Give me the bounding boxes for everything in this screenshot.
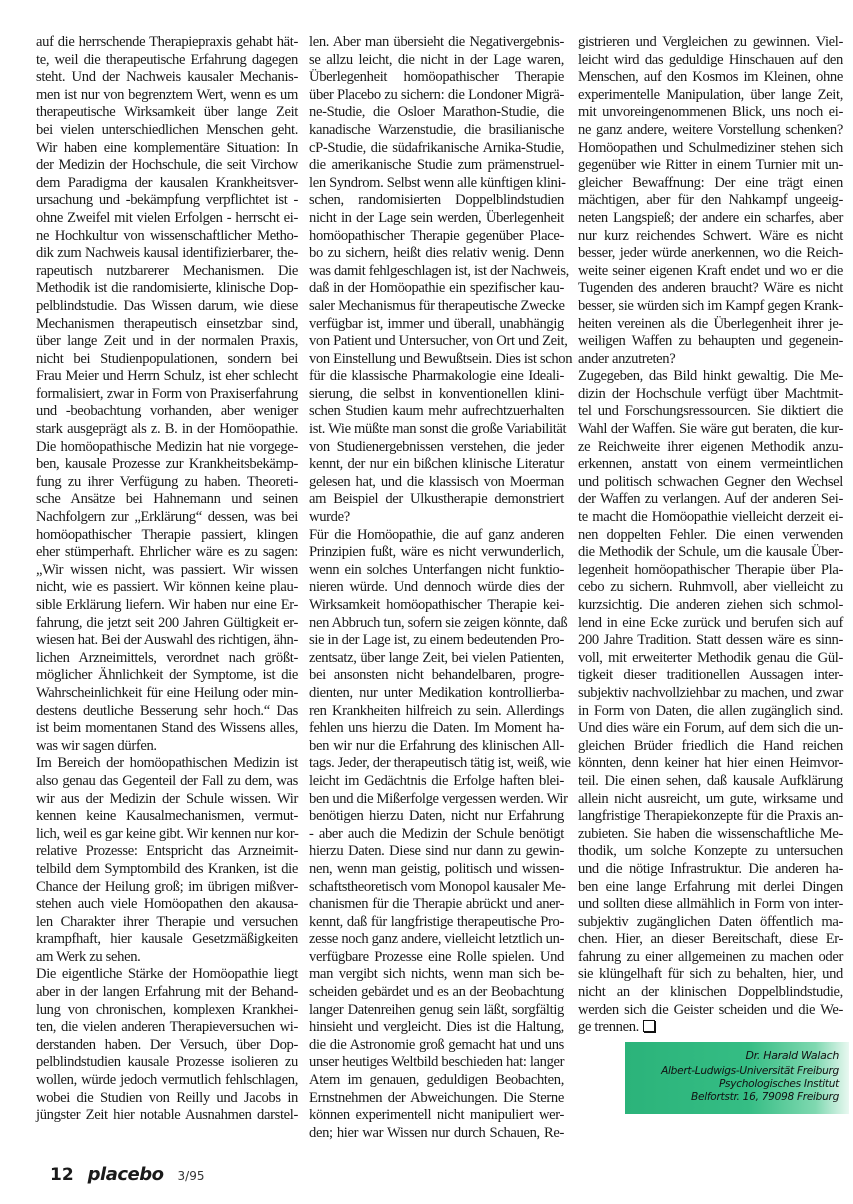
author-name: Dr. Harald Walach <box>745 1049 839 1062</box>
text-line: ohne Zweifel mit vielen Erfolgen - herrscht ei- <box>36 209 298 226</box>
text-line: kennen keine Kausalmechanismen, vermut- <box>36 808 298 825</box>
text-line: von Einstellung und Bewußtsein. Dies ist schon <box>309 350 573 367</box>
text-line: sie klüngelhaft für sich zu behalten, hier, und <box>578 966 843 983</box>
text-line: wenn ein solches Unterfangen nicht funktio- <box>309 561 564 578</box>
text-line: subjektiv nachvollziehbar zu machen, und zwar <box>578 684 843 701</box>
text-line: also genau das Gegenteil der Fall zu dem, was <box>36 772 298 789</box>
text-line: Überlegenheit homöopathischer Therapie <box>309 69 564 86</box>
page-footer <box>50 1164 204 1185</box>
text-line: „Wir wissen nicht, was passiert. Wir wissen <box>36 561 298 578</box>
text-line: möglicher Ähnlichkeit der Symptome, ist die <box>36 667 298 684</box>
text-line: te macht die Homöopathie vielleicht derzeit ei- <box>578 509 843 526</box>
text-line: pelblindstudien kausale Prozesse isolieren zu <box>36 1054 298 1071</box>
text-line: erkennen, anstatt von einem vermeintlichen <box>578 456 843 473</box>
text-line: nieren würde. Und dennoch würde dies der <box>309 579 564 596</box>
text-line: chen. Hier, an dieser Bereitschaft, diese Er- <box>578 931 843 948</box>
text-line: destens deutliche Besserung sehr hoch.“ Das <box>36 702 298 719</box>
text-line: telbild dem Symptombild des Kranken, ist die <box>36 860 298 877</box>
text-line: teil. Die einen sehen, daß kausale Aufklärung <box>578 772 843 789</box>
text-line: ne ganz andere, weitere Vorstellung schenken? <box>578 121 843 138</box>
text-line: tags. Jeder, der therapeutisch tätig ist, weiß, wie <box>309 755 571 772</box>
text-line: die die Astronomie groß gemacht hat und uns <box>309 1036 564 1053</box>
text-line: am Werk zu sehen. <box>36 948 141 965</box>
text-line: scheiden gebärdet und es an der Beobachtung <box>309 984 564 1001</box>
text-line: wir aus der Medizin der Schule wissen. Wir <box>36 790 298 807</box>
text-line: bei ansonsten nicht behandelbaren, progre- <box>309 667 564 684</box>
text-line: ist. Wie müßte man sonst die große Variabilität <box>309 421 567 438</box>
text-line: kennt, daß für langfristige therapeutische Pro- <box>309 913 564 930</box>
article-column-1 <box>36 34 298 1125</box>
text-line: Und dies wäre ein Forum, auf dem sich die un- <box>578 720 843 737</box>
text-line: sche Ansätze bei Hahnemann und seinen <box>36 491 298 508</box>
text-line: cebo zu sichern. Ruhmvoll, aber vielleicht zu <box>578 579 843 596</box>
text-line: kanadische Warzenstudie, die brasilianische <box>309 121 564 138</box>
author-university: Albert-Ludwigs-Universität Freiburg <box>661 1065 839 1077</box>
issue-number: 3/95 <box>177 1169 205 1183</box>
text-line: auf die herrschende Therapiepraxis gehabt hät- <box>36 34 298 50</box>
text-line: ist beim momentanen Stand des Wissens alles, <box>36 720 298 737</box>
text-line: subjektiv zugänglichen Daten öffentlich ma- <box>578 913 843 930</box>
magazine-logo: placebo <box>87 1164 164 1185</box>
text-line: te, weil die therapeutische Erfahrung dagegen <box>36 51 298 68</box>
text-line: weiligen Waffen zu behaupten und gegenein- <box>578 333 843 350</box>
text-line: langer Datenreihen genug sein läßt, sorgfältig <box>309 1001 564 1018</box>
text-line: Homöopathen und Schulmediziner stehen sich <box>578 139 843 156</box>
text-line: besser, jeder würde anerkennen, wo die Reich- <box>578 245 843 262</box>
text-line: neten Langspieß; der andere ein scharfes, aber <box>578 209 843 226</box>
text-line: Die homöopathische Medizin hat nie vorgege- <box>36 438 298 455</box>
text-line: Tugenden des anderen braucht? Wäre es nicht <box>578 280 843 297</box>
text-line: am Beispiel der Ulkustherapie demonstriert <box>309 491 564 508</box>
text-line: lung von chronischen, komplexen Krankhei- <box>36 1001 298 1018</box>
text-line: von Studienergebnissen verstehen, die jeder <box>309 438 564 455</box>
text-line: für die klassische Pharmakologie eine Ideali- <box>309 368 564 385</box>
text-line: chanismen für die Therapie abrückt und aner- <box>309 896 564 913</box>
article-column-2 <box>309 34 573 1142</box>
text-line: relative Prozesse: Entspricht das Arzneimit- <box>36 843 298 860</box>
text-line: men ist nur von begrenztem Wert, wenn es um <box>36 86 298 103</box>
text-line: in Form von Daten, die allen zugänglich sind. <box>578 702 843 719</box>
text-line: Wahl der Waffen. Sie wäre gut beraten, die kur- <box>578 421 843 438</box>
text-line: langfristige Therapiekonzepte für die Praxis an- <box>578 808 843 825</box>
text-line: fehlen uns hierzu die Daten. Im Moment ha- <box>309 720 564 737</box>
text-line: mit unvoreingenommenen Blick, uns noch ei- <box>578 104 843 121</box>
text-line: von Patient und Untersucher, von Ort und Zeit, <box>309 333 568 350</box>
text-line: saler Mechanismus für therapeutische Zwecke <box>309 297 565 314</box>
text-line: pelblindstudie. Das Wissen darum, wie diese <box>36 297 298 314</box>
text-line: ben eine lange Erfahrung mit derlei Dingen <box>578 878 843 895</box>
text-line: sible Erklärung liefern. Wir haben nur eine Er- <box>36 597 298 613</box>
text-line: cP-Studie, die südafrikanische Arnika-Studie, <box>309 139 564 156</box>
text-line: sierung, die selbst in konventionellen klini- <box>309 385 564 402</box>
text-line: ben wir nur die Erfahrung des klinischen All- <box>309 737 564 754</box>
text-line: zentsatz, über lange Zeit, bei vielen Patienten, <box>309 649 564 666</box>
text-line: und -beobachtung vorhanden, aber weniger <box>36 403 298 420</box>
text-line: nur kurz reichendes Schwert. Wäre es nicht <box>578 227 843 244</box>
text-line: Frau Meier und Herrn Schulz, ist eher schlecht <box>36 368 298 385</box>
text-line: daß in der Homöopathie ein spezifischer kau- <box>309 280 564 297</box>
text-line: verfügbare Prozesse eine Rolle spielen. Und <box>309 948 564 965</box>
text-line: jüngster Zeit hier notable Ausnahmen darstel- <box>36 1107 298 1124</box>
text-line: schen Studien kaum mehr aufrechtzuerhalten <box>309 403 564 420</box>
text-line: wiesen hat. Bei der Auswahl des richtigen, ähn- <box>36 632 298 649</box>
text-line: leicht im Gedächtnis die Erfolge haften blei- <box>309 772 564 789</box>
text-line: ne-Studie, die Osloer Marathon-Studie, die <box>309 104 564 121</box>
text-line: besser, sie würden sich im Kampf gegen Krank- <box>578 297 843 314</box>
text-line: dizin der Hochschule verfügt über Machtmit- <box>578 385 843 402</box>
text-line: Die eigentliche Stärke der Homöopathie liegt <box>36 966 298 983</box>
text-line: formalisiert, zwar in Form von Praxiserfahrung <box>36 385 298 402</box>
text-line: können experimentell nicht manipuliert wer- <box>309 1107 564 1124</box>
text-line: gegenüber wie Ritter in einem Turnier mit un- <box>578 157 843 174</box>
text-line: ge trennen. <box>578 1019 843 1037</box>
text-line: heiten vereinen als die Überlegenheit ihrer je- <box>578 315 843 332</box>
text-line: nicht, wie es passiert. Wir können keine plau- <box>36 579 298 596</box>
text-line: legenheit homöopathischer Therapie über Pla- <box>578 561 843 578</box>
text-line: dem Paradigma der kausalen Krankheitsver- <box>36 174 298 191</box>
text-line: zesse noch ganz andere, vielleicht letztlich un- <box>309 931 565 948</box>
text-line: Methodik ist die randomisierte, klinische Dop- <box>36 280 298 297</box>
text-line: se allzu leicht, die nicht in der Lage waren, <box>309 51 564 68</box>
text-line: und die nötige Infrastruktur. Die anderen ha- <box>578 860 843 877</box>
text-line: ten, die vielen anderen Therapieversuchen wi- <box>36 1019 298 1036</box>
text-line: man vergibt sich nichts, wenn man sich be- <box>309 966 564 983</box>
text-line: fung zu ihrer Verfügung zu haben. Theoreti- <box>36 473 298 490</box>
text-line: therapeutische Wirksamkeit über lange Zeit <box>36 104 298 121</box>
text-line: mächtigen, aber für den Nahkampf ungeeig- <box>578 192 843 209</box>
text-line: ben, kausale Prozesse zur Krankheitsbekämp- <box>36 456 298 473</box>
text-line: ursachung und -bekämpfung verpflichtet ist - <box>36 192 298 209</box>
text-line: der Waffen zu verlangen. Auf der anderen Sei- <box>578 491 843 508</box>
page-number: 12 <box>50 1165 74 1185</box>
text-line: wollen, würde jedoch vermutlich fehlschlagen, <box>36 1072 298 1089</box>
text-line: werden sich die Geister scheiden und die We- <box>578 1001 843 1018</box>
text-line: steht. Und der Nachweis kausaler Mechanis- <box>36 69 298 86</box>
text-line: und sollten diese allmählich in Form von inter- <box>578 896 843 913</box>
text-line: wobei die Studien von Reilly und Jacobs in <box>36 1089 298 1106</box>
text-line: homöopathischer Therapie gegenüber Place- <box>309 227 564 244</box>
text-line: Prinzipien fußt, wäre es nicht verwunderlich, <box>309 544 564 561</box>
text-line: aber in der langen Erfahrung mit der Behand- <box>36 984 298 1001</box>
text-line: nen doppelten Fehler. Die einen verwenden <box>578 526 843 543</box>
text-line: stark ausgeprägt als z. B. in der Homöopathie. <box>36 421 298 438</box>
text-line: lend in eine Ecke zurück und berufen sich auf <box>578 614 843 631</box>
text-line: nen Abbruch tun, sofern sie zeigen könnte, daß <box>309 614 568 631</box>
text-line: benötigen hierzu Daten, nicht nur Erfahrung <box>309 808 564 825</box>
text-line: nicht an der klinischen Doppelblindstudie, <box>578 984 843 1001</box>
text-line: tel und Forschungsressourcen. Sie diktiert die <box>578 403 843 420</box>
text-line: stehen auch viele Homöopathen den akausa- <box>36 896 298 913</box>
text-line: weite seiner eigenen Kraft endet und wo er die <box>578 262 843 279</box>
text-line: len. Aber man übersieht die Negativergebnis- <box>309 34 564 50</box>
text-line: leicht wird das geduldige Hinschauen auf den <box>578 51 843 68</box>
text-line: Ernstnehmen der Abweichungen. Die Sterne <box>309 1089 564 1106</box>
text-line: tigkeit dieser traditionellen Aussagen inter- <box>578 667 843 684</box>
text-line: bei vielen unterschiedlichen Menschen geht. <box>36 121 298 138</box>
text-line: hinsieht und vergleicht. Dies ist die Haltung, <box>309 1019 564 1036</box>
text-line: 200 Jahre Tradition. Statt dessen wäre es sinn- <box>578 632 843 649</box>
text-line: Zugegeben, das Bild hinkt gewaltig. Die Me- <box>578 368 843 385</box>
text-line: sie in der Lage ist, zu einem bedeutenden Pro- <box>309 632 564 649</box>
author-info-box <box>625 1042 849 1114</box>
text-line: unser heutiges Weltbild beschieden hat: langer <box>309 1054 565 1071</box>
text-line: was wir sagen dürfen. <box>36 737 157 754</box>
text-line: den; hier war Wissen nur durch Schauen, Re- <box>309 1124 564 1141</box>
text-line: Im Bereich der homöopathischen Medizin ist <box>36 755 298 772</box>
text-line: der Medizin der Hochschule, die seit Virchow <box>36 157 298 174</box>
text-line: wurde? <box>309 509 350 526</box>
text-line: über lange Zeit und in der normalen Praxis, <box>36 333 298 350</box>
text-line: len Charakter ihrer Therapie und versuchen <box>36 913 298 930</box>
text-line: lichen Arzneimittels, verordnet nach größt- <box>36 649 298 666</box>
text-line: bo zu sichern, heißt dies relativ wenig. Denn <box>309 245 564 262</box>
text-line: - aber auch die Medizin der Schule benötigt <box>309 825 564 842</box>
text-line: derstanden haben. Der Versuch, über Dop- <box>36 1036 298 1053</box>
text-line: fahrung, die jetzt seit 200 Jahren Gültigkeit er- <box>36 614 298 631</box>
text-line: gistrieren und Vergleichen zu gewinnen. Viel- <box>578 34 843 50</box>
text-line: Für die Homöopathie, die auf ganz anderen <box>309 526 564 543</box>
text-line: lich, weil es gar keine gibt. Wir kennen nur kor- <box>36 825 299 842</box>
text-line: Wir haben eine komplementäre Situation: In <box>36 139 298 156</box>
text-line: und politisch schwachen Gegner den Wechsel <box>578 473 843 490</box>
text-line: die Methodik der Schule, um die kausale Über- <box>578 544 843 561</box>
text-line: Atem im genauen, geduldigen Beobachten, <box>309 1072 564 1089</box>
text-line: gleicher Bewaffnung: Der eine trägt einen <box>578 174 843 191</box>
text-line: thodik, um solche Konzepte zu untersuchen <box>578 843 843 860</box>
text-line: rapeutisch nutzbarerer Mechanismen. Die <box>36 262 298 279</box>
text-line: ren Krankheiten hilfreich zu sein. Allerdings <box>309 702 564 719</box>
text-line: ander anzutreten? <box>578 350 676 367</box>
text-line: gleichen Brüder friedlich die Hand reichen <box>578 737 843 754</box>
text-line: über Placebo zu sichern: die Londoner Migrä- <box>309 86 564 103</box>
article-column-3 <box>578 34 843 1037</box>
text-line: die amerikanische Studie zum prämenstruel- <box>309 157 564 174</box>
text-line: kennt, der nur ein bißchen klinische Literatur <box>309 456 564 473</box>
text-line: Wahrscheinlichkeit für eine Heilung oder min- <box>36 684 298 701</box>
text-line: krampfhaft, hier kausale Gesetzmäßigkeiten <box>36 931 298 948</box>
text-line: was damit fehlgeschlagen ist, ist der Nachweis, <box>309 262 569 279</box>
text-line: zubieten. Sie haben die wissenschaftliche Me- <box>578 825 843 842</box>
text-line: könnten, denn keiner hat hier einen Heimvor- <box>578 755 843 772</box>
text-line: fahrung zu einer allgemeinen zu machen oder <box>578 948 843 965</box>
text-line: schen, randomisierten Doppelblindstudien <box>309 192 564 209</box>
text-line: dik zum Nachweis kausal identifizierbarer, the- <box>36 245 298 262</box>
text-line: Mechanismen therapeutisch einsetzbar sind, <box>36 315 298 332</box>
author-institute: Psychologisches Institut <box>718 1078 839 1090</box>
text-line: ze Reichweite ihrer eigenen Methodik anzu- <box>578 438 843 455</box>
text-line: voll, mit erweiterter Methodik genau die Gül- <box>578 649 843 666</box>
text-line: Chance der Heilung groß; im übrigen mißver- <box>36 878 298 895</box>
text-line: experimentelle Manipulation, über lange Zeit, <box>578 86 843 103</box>
text-line: nen, wenn man geistig, politisch und wissen- <box>309 860 564 877</box>
text-line: verfügbar ist, immer und überall, unabhängig <box>309 315 564 332</box>
end-of-article-box-icon <box>643 1020 655 1032</box>
text-line: Nachfolgern zur „Erklärung“ dessen, was bei <box>36 509 298 526</box>
text-line: allein nicht ausreicht, um gute, wirksame und <box>578 790 843 807</box>
text-line: nicht in der Lage sein werden, Überlegenheit <box>309 209 564 226</box>
author-address: Belfortstr. 16, 79098 Freiburg <box>691 1091 839 1103</box>
text-line: gelesen hat, und die klassisch von Moerman <box>309 473 564 490</box>
text-line: Menschen, auf den Kosmos im Kleinen, ohne <box>578 69 843 86</box>
text-line: Wirksamkeit homöopathischer Therapie kei- <box>309 597 564 613</box>
text-line: nicht bei Studienpopulationen, sondern bei <box>36 350 298 367</box>
text-line: eher stümperhaft. Ehrlicher wäre es zu sagen: <box>36 544 298 561</box>
text-line: homöopathischer Therapie passiert, klingen <box>36 526 298 543</box>
text-line: hierzu Daten. Diese sind nur dann zu gewin- <box>309 843 564 860</box>
text-line: len Syndrom. Selbst wenn alle künftigen klini- <box>309 174 566 191</box>
text-line: kurzsichtig. Die anderen ziehen sich schmol- <box>578 597 843 613</box>
text-line: ne Hochkultur von wissenschaftlicher Metho- <box>36 227 298 244</box>
text-line: dienten, nur unter Medikation kontrollierba- <box>309 684 564 701</box>
text-line: schaftstheoretisch vom Monopol kausaler Me- <box>309 878 566 895</box>
text-line: ben und die Mißerfolge vergessen werden. Wir <box>309 790 568 807</box>
